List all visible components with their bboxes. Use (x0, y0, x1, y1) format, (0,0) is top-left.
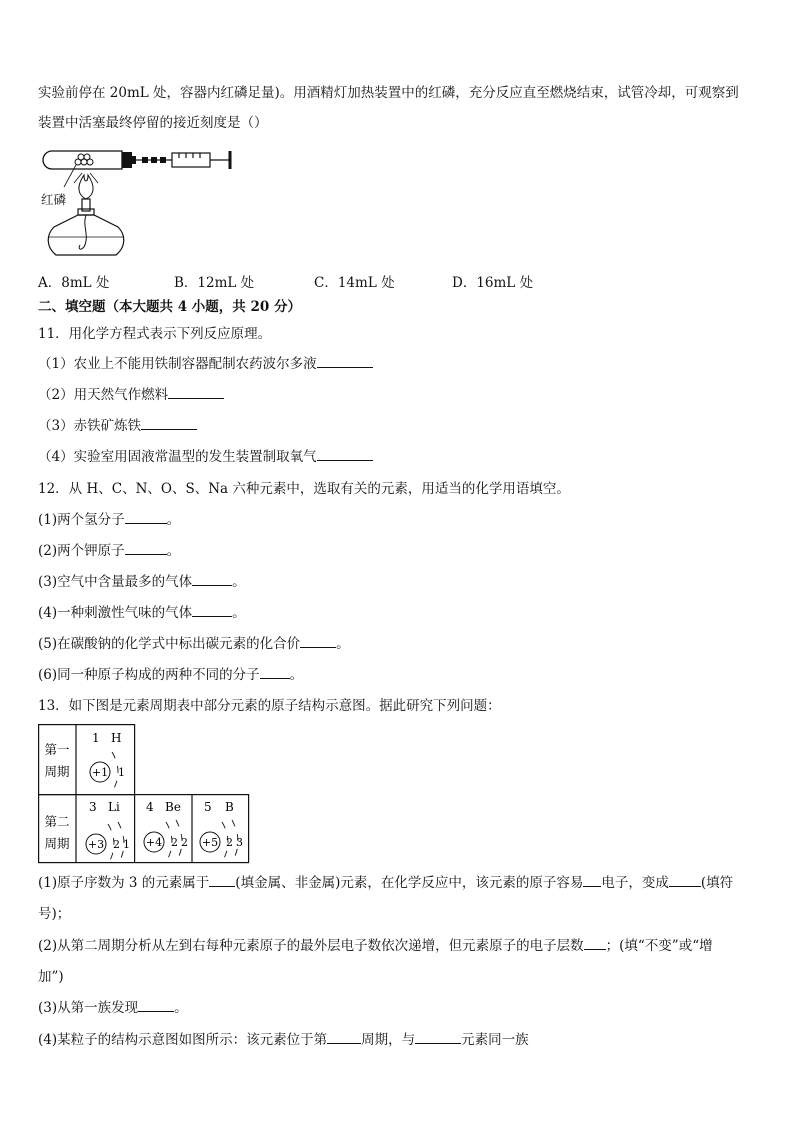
answer-blank[interactable] (327, 1031, 361, 1044)
q11-item: （3）赤铁矿炼铁 (38, 417, 197, 435)
q10-line2: 装置中活塞最终停留的接近刻度是（） (38, 115, 268, 131)
q12-item: (1)两个氢分子 。 (38, 512, 181, 528)
choice-text: 8mL 处 (61, 275, 110, 291)
answer-blank[interactable] (125, 511, 167, 524)
atomic-number: 3 (89, 800, 97, 814)
answer-blank[interactable] (669, 874, 701, 887)
q13-part2: (2)从第二周期分析从左到右每种元素原子的最外层电子数依次递增，但元素原子的电子层数 ；(填“不变”或“增 (38, 938, 713, 954)
answer-blank[interactable] (317, 355, 373, 368)
q11-stem: 11．用化学方程式表示下列反应原理。 (38, 326, 272, 342)
period1-label-b: 周期 (44, 764, 70, 779)
shell-electrons: 3 (236, 836, 243, 849)
answer-blank[interactable] (141, 417, 197, 430)
red-phosphorus-icon (75, 154, 93, 165)
element-li-cell (86, 800, 130, 864)
shell-electrons: 2 (113, 838, 120, 851)
element-be-cell (144, 800, 188, 862)
q12-item: (6)同一种原子构成的两种不同的分子 。 (38, 667, 304, 683)
element-symbol: H (111, 731, 122, 745)
answer-blank[interactable] (415, 1031, 461, 1044)
element-b-cell (200, 800, 243, 862)
q12-item: (5)在碳酸钠的化学式中标出碳元素的化合价 。 (38, 636, 350, 652)
q13-part4: (4)某粒子的结构示意图如图所示：该元素位于第 周期，与 元素同一族 (38, 1032, 529, 1048)
choice-text: 12mL 处 (197, 275, 255, 291)
q13-stem: 13．如下图是元素周期表中部分元素的原子结构示意图。据此研究下列问题： (38, 698, 501, 714)
shell-electrons: 2 (181, 836, 188, 849)
answer-blank[interactable] (260, 666, 290, 679)
shell-electrons: 2 (171, 836, 178, 849)
choice-b[interactable] (174, 271, 254, 291)
choice-text: 14mL 处 (337, 275, 395, 291)
q13-part2-cont: 加”) (38, 969, 64, 985)
atomic-number: 1 (92, 731, 100, 745)
q12-stem: 12．从 H、C、N、O、S、Na 六种元素中，选取有关的元素，用适当的化学用语填空。 (38, 481, 570, 497)
q12-item: (4)一种刺激性气味的气体 。 (38, 605, 246, 621)
flame-icon (79, 175, 93, 199)
shell-electrons: 2 (226, 836, 233, 849)
answer-blank[interactable] (317, 448, 373, 461)
choice-letter: D． (452, 275, 477, 291)
q13-part3: (3)从第一族发现 。 (38, 1000, 188, 1016)
periodic-table-figure (38, 724, 250, 864)
answer-blank[interactable] (192, 573, 232, 586)
section-heading: 二、填空题（本大题共 4 小题，共 20 分） (38, 299, 301, 315)
element-h-cell (90, 731, 125, 792)
answer-blank[interactable] (583, 874, 601, 887)
answer-blank[interactable] (168, 386, 224, 399)
q12-item: (3)空气中含量最多的气体 。 (38, 574, 246, 590)
period2-label-a: 第二 (44, 814, 70, 829)
answer-blank[interactable] (300, 635, 336, 648)
element-symbol: B (225, 800, 234, 814)
syringe-icon (172, 151, 230, 169)
nucleus-charge: +4 (145, 836, 163, 849)
answer-blank[interactable] (138, 999, 174, 1012)
shell-electrons: 1 (118, 766, 125, 779)
element-symbol: Be (165, 800, 181, 814)
nucleus-charge: +5 (201, 836, 219, 849)
choice-c[interactable] (314, 271, 395, 291)
q10-line1: 实验前停在 20mL 处，容器内红磷足量)。用酒精灯加热装置中的红磷，充分反应直至燃烧结束，试管冷却，可观察到 (38, 85, 739, 101)
atomic-number: 4 (146, 800, 154, 814)
stopper-icon (122, 152, 132, 168)
choice-d[interactable] (452, 271, 533, 291)
q12-item: (2)两个钾原子 。 (38, 543, 181, 559)
atomic-number: 5 (204, 800, 212, 814)
answer-blank[interactable] (209, 874, 235, 887)
choice-letter: B． (174, 275, 198, 291)
red-phosphorus-label: 红磷 (41, 192, 67, 207)
nucleus-charge: +3 (87, 838, 105, 851)
apparatus-figure (38, 143, 244, 259)
answer-blank[interactable] (192, 604, 232, 617)
period2-label-b: 周期 (44, 836, 70, 851)
shell-electrons: 1 (123, 838, 130, 851)
q13-part1-cont: 号)； (38, 906, 71, 922)
answer-blank[interactable] (584, 937, 606, 950)
period1-label-a: 第一 (44, 742, 70, 757)
q13-part1: (1)原子序数为 3 的元素属于 (填金属、非金属)元素，在化学反应中，该元素的原子容易 电子，变成 (填符 (38, 875, 734, 891)
choice-a[interactable] (38, 271, 109, 291)
choice-text: 16mL 处 (476, 275, 534, 291)
nucleus-charge: +1 (91, 766, 109, 779)
answer-blank[interactable] (125, 542, 167, 555)
choice-letter: A． (38, 275, 62, 291)
choice-letter: C． (314, 275, 338, 291)
q11-item: （2）用天然气作燃料 (38, 386, 224, 404)
q11-item: （1）农业上不能用铁制容器配制农药波尔多液 (38, 355, 373, 373)
element-symbol: Li (108, 800, 120, 814)
q11-item: （4）实验室用固液常温型的发生装置制取氧气 (38, 448, 373, 466)
